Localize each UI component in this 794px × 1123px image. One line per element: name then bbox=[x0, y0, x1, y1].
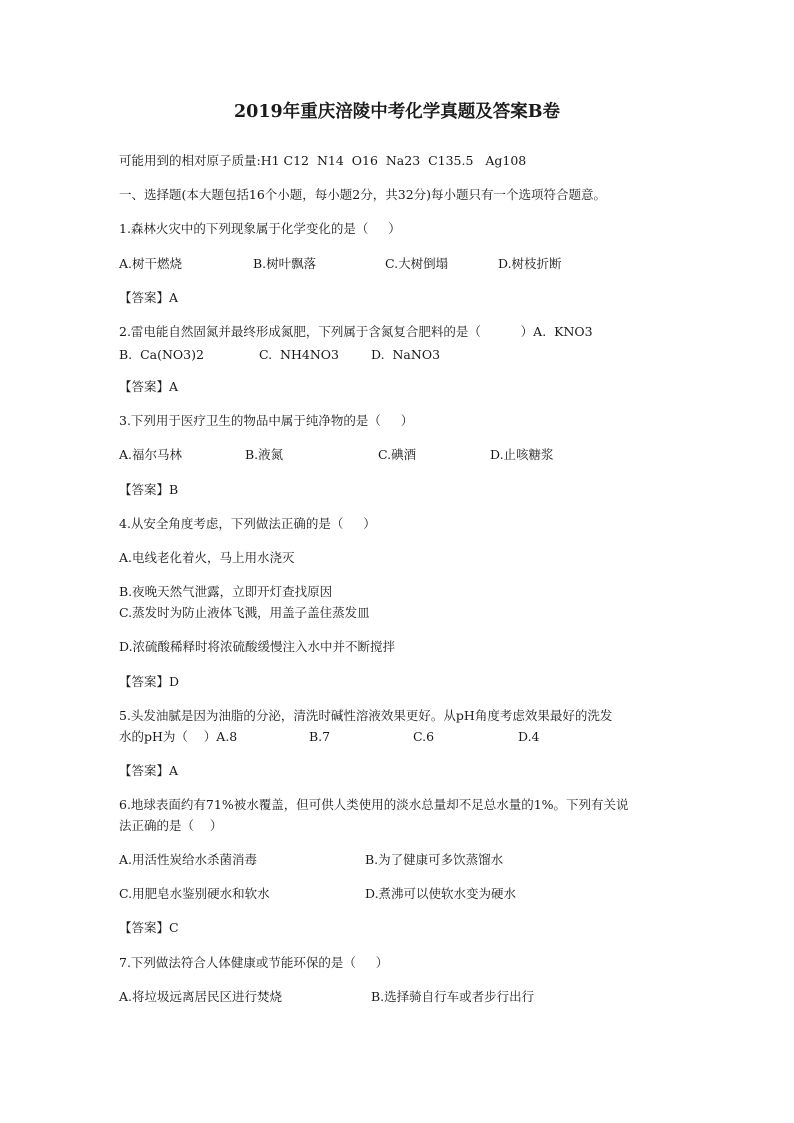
question-5-stem-line2: 水的pH为（ ）A.8 bbox=[119, 729, 238, 744]
q6-option-c: C.用肥皂水鉴别硬水和软水 bbox=[119, 886, 270, 901]
q4-option-d: D.浓硫酸稀释时将浓硫酸缓慢注入水中并不断搅拌 bbox=[119, 639, 396, 654]
page-title: 2019年重庆涪陵中考化学真题及答案B卷 bbox=[234, 102, 560, 122]
q1-option-c: C.大树倒塌 bbox=[385, 256, 449, 271]
question-4-stem: 4.从安全角度考虑，下列做法正确的是（ ） bbox=[119, 516, 376, 531]
question-2-stem: 2.雷电能自然固氮并最终形成氮肥，下列属于含氮复合肥料的是（ ）A. KNO3 bbox=[119, 324, 593, 339]
question-6-stem-line2: 法正确的是（ ） bbox=[119, 818, 223, 833]
q1-answer: 【答案】A bbox=[119, 290, 179, 305]
question-5-stem-line1: 5.头发油腻是因为油脂的分泌，清洗时碱性溶液效果更好。从pH角度考虑效果最好的洗发 bbox=[119, 708, 613, 723]
q6-option-a: A.用活性炭给水杀菌消毒 bbox=[119, 852, 258, 867]
q3-option-b: B.液氮 bbox=[245, 447, 284, 462]
question-1-stem: 1.森林火灾中的下列现象属于化学变化的是（ ） bbox=[119, 221, 401, 236]
q1-option-a: A.树干燃烧 bbox=[119, 256, 183, 271]
q5-option-b: B.7 bbox=[309, 729, 331, 744]
q6-answer: 【答案】C bbox=[119, 920, 179, 935]
atomic-masses: 可能用到的相对原子质量:H1 C12 N14 O16 Na23 C135.5 Ag108 bbox=[119, 153, 527, 168]
question-7-stem: 7.下列做法符合人体健康或节能环保的是（ ） bbox=[119, 955, 389, 970]
q7-option-b: B.选择骑自行车或者步行出行 bbox=[371, 989, 535, 1004]
q4-answer: 【答案】D bbox=[119, 674, 180, 689]
q3-answer: 【答案】B bbox=[119, 482, 179, 497]
q5-answer: 【答案】A bbox=[119, 763, 179, 778]
q6-option-b: B.为了健康可多饮蒸馏水 bbox=[365, 852, 504, 867]
q1-option-d: D.树枝折断 bbox=[498, 256, 562, 271]
q2-option-d: D. NaNO3 bbox=[371, 347, 441, 362]
q4-option-c: C.蒸发时为防止液体飞溅，用盖子盖住蒸发皿 bbox=[119, 605, 370, 620]
q2-answer: 【答案】A bbox=[119, 379, 179, 394]
q3-option-a: A.福尔马林 bbox=[119, 447, 183, 462]
q7-option-a: A.将垃圾远离居民区进行焚烧 bbox=[119, 989, 283, 1004]
question-6-stem-line1: 6.地球表面约有71%被水覆盖，但可供人类使用的淡水总量却不足总水量的1%。下列有关说 bbox=[119, 797, 629, 812]
question-3-stem: 3.下列用于医疗卫生的物品中属于纯净物的是（ ） bbox=[119, 413, 414, 428]
q6-option-d: D.煮沸可以使软水变为硬水 bbox=[365, 886, 517, 901]
section-heading: 一、选择题(本大题包括16个小题，每小题2分，共32分)每小题只有一个选项符合题意。 bbox=[119, 187, 607, 202]
q3-option-d: D.止咳糖浆 bbox=[490, 447, 554, 462]
q5-option-d: D.4 bbox=[518, 729, 540, 744]
q4-option-a: A.电线老化着火，马上用水浇灭 bbox=[119, 550, 295, 565]
q1-option-b: B.树叶飘落 bbox=[253, 256, 317, 271]
q3-option-c: C.碘酒 bbox=[378, 447, 417, 462]
q4-option-b: B.夜晚天然气泄露，立即开灯查找原因 bbox=[119, 584, 333, 599]
q5-option-c: C.6 bbox=[413, 729, 435, 744]
q2-option-c: C. NH4NO3 bbox=[259, 347, 339, 362]
q2-option-b: B. Ca(NO3)2 bbox=[119, 347, 204, 362]
